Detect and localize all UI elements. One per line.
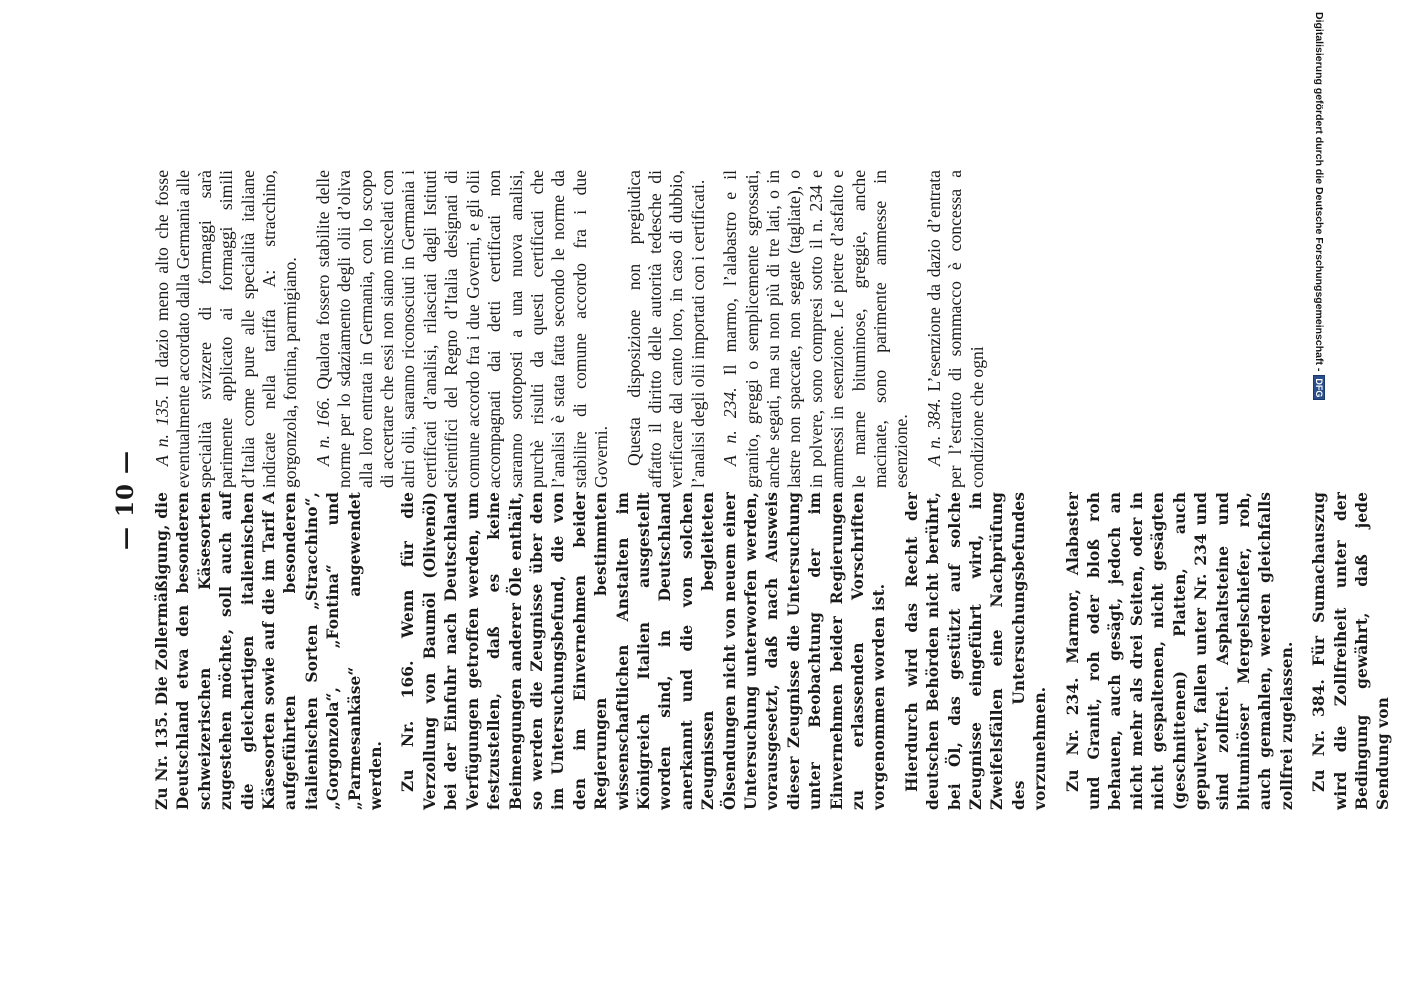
italian-paragraph-166 [313, 170, 613, 488]
italian-text-166: Qualora fossero stabilite delle norme per lo sdaziamento degli olii d’oliva alla loro entrata in Germania, con lo scopo di accertare che essi non siano miscelati con altri olii, saranno riconosciuti in Germania i certificati d’analisi, rilasciati dagli Istituti scientifici del Regno d’Italia designati di comune accordo fra i due Governi, e gli olii accompagnati dai detti certificati non saranno sottoposti a una nuova analisi, purchè risulti da questi certificati che l’analisi è stata fatta secondo le norme da stabilire di comune accordo fra i due Governi. [312, 170, 612, 488]
german-paragraph-234: Zu Nr. 234. Marmor, Alabaster und Granit, roh oder bloß roh behauen, auch gesägt, jedoch an nicht mehr als drei Seiten, oder in nicht gespaltenen, nicht gesägten (geschnittenen) Platten, auch gepulvert, fallen unter Nr. 234 und sind zollfrei. Asphaltsteine und bituminöser Mergelschiefer, roh, auch gemahlen, werden gleichfalls zollfrei zugelassen. [1063, 492, 1296, 810]
italian-paragraph-384 [924, 170, 988, 488]
italian-text-addendum: Questa disposizione non pregiudica affatto il diritto delle autorità tedesche di verificare dal canto loro, in caso di dubbio, l’analisi degli olii importati con i certificati. [623, 170, 708, 488]
german-paragraph-135: Zu Nr. 135. Die Zollermäßigung, die Deutschland etwa den besonderen schweizerischen Käsesorten zugestehen möchte, soll auch auf die gleichartigen italienischen Käsesorten sowie auf die im Tarif A aufgeführten besonderen italienischen Sorten „Stracchino“, „Gorgonzola“, „Fontina“ und „Parmesankäse“ angewendet werden. [153, 492, 386, 810]
page-number: — 10 — [112, 449, 139, 551]
german-paragraph-384: Zu Nr. 384. Für Sumachauszug wird die Zollfreiheit unter der Bedingung gewährt, daß jede Sendung von [1310, 492, 1393, 810]
italian-text-234: Il marmo, l’alabastro e il granito, greggi o semplicemente sgrossati, anche segati, ma su non più di tre lati, o in lastre non spaccate, non segate (tagliate), o in polvere, sono compresi sotto il n. 234 e ammessi in esenzione. Le pietre d’asfalto e le marne bituminose, greggie, anche macinate, sono parimente ammesse in esenzione. [720, 170, 912, 488]
dfg-logo: DFG [1313, 375, 1325, 400]
german-paragraph-166: Zu Nr. 166. Wenn für die Verzollung von Baumöl (Olivenöl) bei der Einfuhr nach Deutschland Verfügungen getroffen werden, um festzustellen, daß es keine Beimengungen anderer Öle enthält, so werden die Zeugnisse über den im Untersuchungsbefund, die von den im Einvernehmen beider Regierungen bestimmten wissenschaftlichen Anstalten im Königreich Italien ausgestellt worden sind, in Deutschland anerkannt und die von solchen Zeugnissen begleiteten Ölsendungen nicht von neuem einer Untersuchung unterworfen werden, vorausgesetzt, daß nach Ausweis dieser Zeugnisse die Untersuchung unter Beobachtung der im Einvernehmen beider Regierungen zu erlassenden Vorschriften vorgenommen worden ist. [399, 492, 889, 810]
italian-ref-166: A n. 166. [312, 396, 333, 466]
italian-ref-234: A n. 234. [720, 387, 741, 466]
italian-paragraph-166-addendum [624, 170, 710, 488]
italian-paragraph-135 [152, 170, 302, 488]
italian-text-135: Il dazio meno alto che fosse eventualmente accordato dalla Germania alle specialità svizzere di formaggi sarà parimente applicato ai formaggi simili d’Italia come pure alle specialità italiane indicate nella tariffa A: stracchino, gorgonzola, fontina, parmigiano. [152, 170, 301, 488]
italian-ref-384: A n. 384. [923, 398, 944, 466]
italian-ref-135: A n. 135. [152, 394, 172, 466]
italian-column [152, 170, 999, 488]
italian-text-384: L’esenzione da dazio d’entrata per l’estratto di sommacco è concessa a condizione che ogni [923, 170, 987, 488]
italian-paragraph-234 [720, 170, 913, 488]
german-paragraph-166-addendum: Hierdurch wird das Recht der deutschen Behörden nicht berührt, bei Öl, das gestützt auf solche Zeugnisse eingeführt wird, in Zweifelsfällen eine Nachprüfung des Untersuchungsbefundes vorzunehmen. [902, 492, 1050, 810]
credit-label: Digitalisierung gefördert durch die Deutsche Forschungsgemeinschaft - [1313, 12, 1325, 372]
german-column [152, 492, 1406, 810]
